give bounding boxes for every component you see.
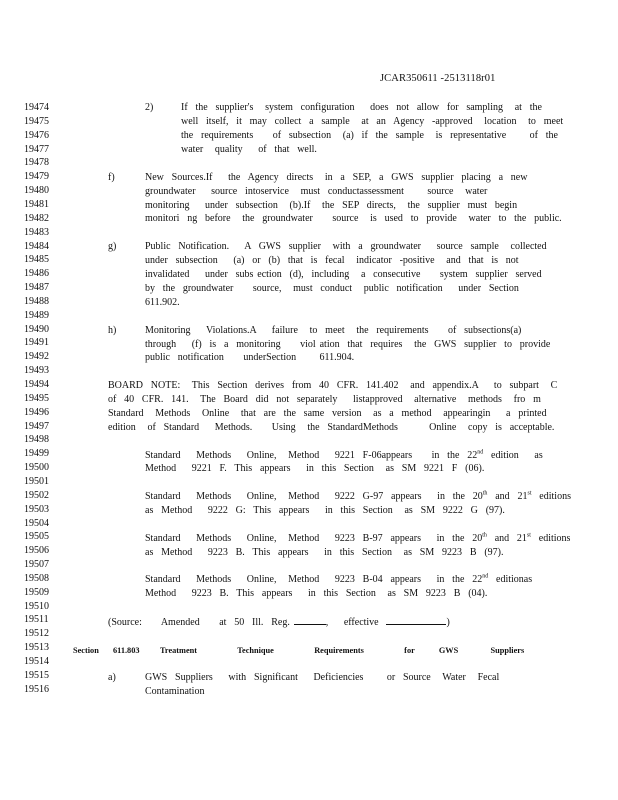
- board-note-line-4: edition of Standard Methods. Using the StandardMethods Online copy is acceptable.: [108, 422, 555, 433]
- line-number: 19476: [24, 129, 49, 141]
- method-entry-line-1: Standard Methods Online, Method 9223 B-97 appears in the 20th and 21st editions: [145, 532, 571, 544]
- item-marker: 2): [145, 102, 154, 113]
- line-number: 19482: [24, 212, 49, 224]
- line-number: 19492: [24, 351, 49, 363]
- line-number: 19479: [24, 171, 49, 183]
- line-number: 19498: [24, 434, 49, 446]
- item-2-line-1: If the supplier's system configuration does not allow for sampling at the: [181, 102, 542, 113]
- section-label: Section: [73, 646, 99, 655]
- method-entry-line-1: Standard Methods Online, Method 9222 G-97 appears in the 20th and 21st editions: [145, 490, 571, 502]
- line-number: 19499: [24, 448, 49, 460]
- line-number: 19514: [24, 656, 49, 667]
- line-number: 19495: [24, 392, 49, 404]
- line-number: 19475: [24, 115, 49, 127]
- line-number: 19486: [24, 268, 49, 280]
- method-entry-line-2: Method 9223 B. This appears in this Section as SM 9223 B (04).: [145, 588, 488, 599]
- item-h-line-1: Monitoring Violations.A failure to meet the requirements of subsections(a): [145, 325, 522, 336]
- item-marker: f): [108, 172, 115, 183]
- line-number: 19483: [24, 226, 49, 238]
- line-number: 19484: [24, 240, 49, 252]
- line-number: 19480: [24, 185, 49, 197]
- item-g-line-2: under subsection (a) or (b) that is fecal indicator -positive and that is not: [145, 255, 519, 266]
- line-number: 19493: [24, 365, 49, 377]
- line-number: 19477: [24, 143, 49, 155]
- line-number: 19509: [24, 586, 49, 598]
- item-f-line-3: monitoring under subsection (b).If the SEP directs, the supplier must begin: [145, 200, 518, 211]
- board-note-line-1: BOARD NOTE: This Section derives from 40 CFR. 141.402 and appendix.A to subpart C: [108, 380, 558, 391]
- item-marker: a): [108, 672, 116, 683]
- item-g-line-1: Public Notification. A GWS supplier with a groundwater source sample collected: [145, 241, 547, 252]
- item-2-line-3: the requirements of subsection (a) if the sample is representative of the: [181, 130, 558, 141]
- item-a-line-2: Contamination: [145, 686, 205, 697]
- line-number: 19478: [24, 157, 49, 169]
- item-g-line-5: 611.902.: [145, 297, 180, 308]
- line-number: 19474: [24, 102, 49, 113]
- line-number: 19502: [24, 489, 49, 501]
- line-number: 19501: [24, 475, 49, 487]
- item-g-line-4: by the groundwater source, must conduct public notification under Section: [145, 283, 519, 294]
- item-f-line-4: monitori ng before the groundwater source is used to provide water to the public.: [145, 213, 562, 224]
- method-entry-line-2: as Method 9223 B. This appears in this Section as SM 9223 B (97).: [145, 547, 504, 558]
- line-number: 19504: [24, 517, 49, 529]
- item-2-line-2: well itself, it may collect a sample at an Agency -approved location to meet: [181, 116, 564, 127]
- line-number: 19512: [24, 628, 49, 640]
- board-note-line-2: of 40 CFR. 141. The Board did not separately listapproved alternative methods fro m: [108, 394, 541, 405]
- item-h-line-3: public notification underSection 611.904.: [145, 352, 355, 363]
- line-number: 19489: [24, 309, 49, 321]
- line-number: 19491: [24, 337, 49, 349]
- method-entry-line-2: as Method 9222 G: This appears in this Section as SM 9222 G (97).: [145, 505, 505, 516]
- line-number: 19507: [24, 559, 49, 571]
- line-number: 19487: [24, 282, 49, 294]
- line-number: 19513: [24, 642, 49, 654]
- item-f-line-2: groundwater source intoservice must conductassessment source water: [145, 186, 488, 197]
- item-h-line-2: through (f) is a monitoring viol ation that requires the GWS supplier to provide: [145, 339, 551, 350]
- line-number: 19515: [24, 669, 49, 681]
- method-entry-line-2: Method 9221 F. This appears in this Section as SM 9221 F (06).: [145, 463, 485, 474]
- line-number: 19503: [24, 503, 49, 515]
- method-entry-line-1: Standard Methods Online, Method 9223 B-04 appears in the 22nd editionas: [145, 573, 533, 585]
- line-number: 19485: [24, 254, 49, 266]
- item-a-line-1: GWS Suppliers with Significant Deficiencies or Source Water Fecal: [145, 672, 500, 683]
- line-number: 19496: [24, 406, 49, 418]
- line-number: 19516: [24, 683, 49, 695]
- reg-blank: [294, 615, 326, 625]
- line-number: 19481: [24, 198, 49, 210]
- section-title: Treatment Technique Requirements for GWS Suppliers: [160, 646, 525, 655]
- item-marker: h): [108, 325, 117, 336]
- line-number: 19494: [24, 379, 49, 390]
- method-entry-line-1: Standard Methods Online, Method 9221 F-06appears in the 22nd edition as: [145, 449, 543, 461]
- line-number: 19488: [24, 295, 49, 307]
- board-note-line-3: Standard Methods Online that are the same version as a method appearingin a printed: [108, 408, 547, 419]
- line-number: 19508: [24, 572, 49, 584]
- item-g-line-3: invalidated under subs ection (d), including a consecutive system supplier served: [145, 269, 542, 280]
- line-number: 19497: [24, 420, 49, 432]
- section-number: 611.803: [113, 646, 140, 655]
- line-number: 19511: [24, 614, 49, 626]
- item-marker: g): [108, 241, 117, 252]
- line-number: 19500: [24, 462, 49, 474]
- effective-date-blank: [386, 615, 446, 625]
- line-number: 19510: [24, 600, 49, 612]
- document-id-header: JCAR350611 -2513118r01: [380, 73, 496, 84]
- source-note: (Source: Amended at 50 Ill. Reg. , effective ): [108, 617, 450, 628]
- item-2-line-4: water quality of that well.: [181, 144, 317, 155]
- line-number: 19490: [24, 323, 49, 335]
- line-number: 19506: [24, 545, 49, 557]
- item-f-line-1: New Sources.If the Agency directs in a SEP, a GWS supplier placing a new: [145, 172, 528, 183]
- line-number: 19505: [24, 531, 49, 543]
